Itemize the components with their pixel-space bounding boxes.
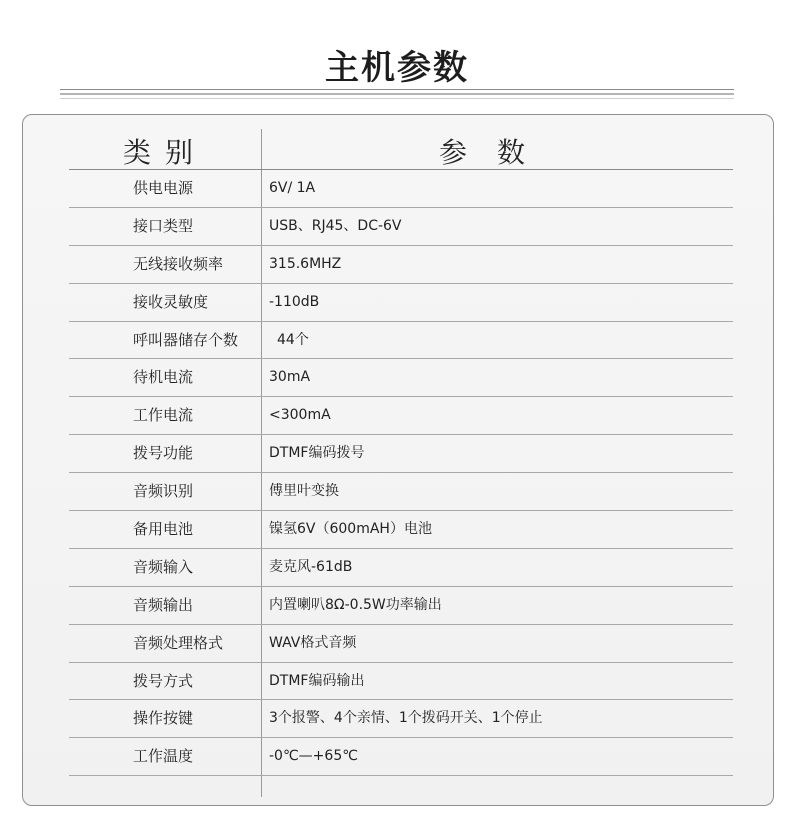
table-row bbox=[69, 700, 733, 738]
table-row bbox=[69, 435, 733, 473]
title-divider bbox=[60, 89, 734, 90]
row-value: 6V/ 1A bbox=[269, 180, 316, 196]
row-label: 呼叫器储存个数 bbox=[133, 330, 239, 349]
table-row bbox=[69, 549, 733, 587]
row-label: 音频输入 bbox=[133, 557, 194, 576]
table-row bbox=[69, 397, 733, 435]
row-label: 工作温度 bbox=[133, 747, 194, 766]
table-row bbox=[69, 738, 733, 776]
table-header bbox=[69, 129, 733, 170]
row-value: 傅里叶变换 bbox=[269, 483, 339, 500]
row-label: 接收灵敏度 bbox=[133, 292, 209, 311]
row-value: DTMF编码拨号 bbox=[269, 445, 365, 462]
table-row bbox=[69, 246, 733, 284]
row-value: 30mA bbox=[269, 369, 311, 386]
spec-rows bbox=[69, 170, 733, 776]
row-label: 待机电流 bbox=[133, 368, 194, 387]
row-label: 拨号方式 bbox=[133, 671, 194, 690]
row-label: 音频输出 bbox=[133, 595, 194, 614]
row-value: 内置喇叭8Ω-0.5W功率输出 bbox=[269, 596, 442, 613]
row-label: 备用电池 bbox=[133, 520, 194, 539]
row-label: 音频处理格式 bbox=[133, 633, 224, 652]
row-value: WAV格式音频 bbox=[269, 634, 357, 651]
table-row bbox=[69, 322, 733, 360]
row-label: 音频识别 bbox=[133, 482, 194, 501]
table-row bbox=[69, 359, 733, 397]
row-value: USB、RJ45、DC-6V bbox=[269, 217, 402, 234]
row-label: 操作按键 bbox=[133, 709, 194, 728]
title-divider bbox=[60, 98, 734, 99]
table-row bbox=[69, 511, 733, 549]
row-label: 无线接收频率 bbox=[133, 254, 224, 273]
row-value: 麦克风-61dB bbox=[269, 558, 353, 575]
row-value: 3个报警、4个亲情、1个拨码开关、1个停止 bbox=[269, 710, 543, 727]
title-divider bbox=[60, 93, 734, 95]
table-row bbox=[69, 284, 733, 322]
row-value: <300mA bbox=[269, 407, 331, 424]
row-label: 工作电流 bbox=[133, 406, 194, 425]
header-category: 类别 bbox=[122, 136, 207, 169]
row-value: 315.6MHZ bbox=[269, 255, 342, 272]
table-row bbox=[69, 663, 733, 701]
row-label: 接口类型 bbox=[133, 216, 194, 235]
table-row bbox=[69, 587, 733, 625]
table-row bbox=[69, 170, 733, 208]
row-value: -0℃—+65℃ bbox=[269, 748, 358, 765]
row-label: 供电电源 bbox=[133, 179, 194, 197]
row-value: -110dB bbox=[269, 293, 320, 310]
spec-table-panel bbox=[22, 114, 774, 806]
table-row bbox=[69, 473, 733, 511]
page-title: 主机参数 bbox=[325, 48, 469, 88]
table-row bbox=[69, 625, 733, 663]
row-value: 44个 bbox=[277, 331, 309, 348]
row-value: DTMF编码输出 bbox=[269, 672, 365, 689]
row-value: 镍氢6V（600mAH）电池 bbox=[269, 521, 432, 538]
row-label: 拨号功能 bbox=[133, 444, 194, 463]
table-row bbox=[69, 208, 733, 246]
header-param: 参数 bbox=[438, 136, 555, 169]
